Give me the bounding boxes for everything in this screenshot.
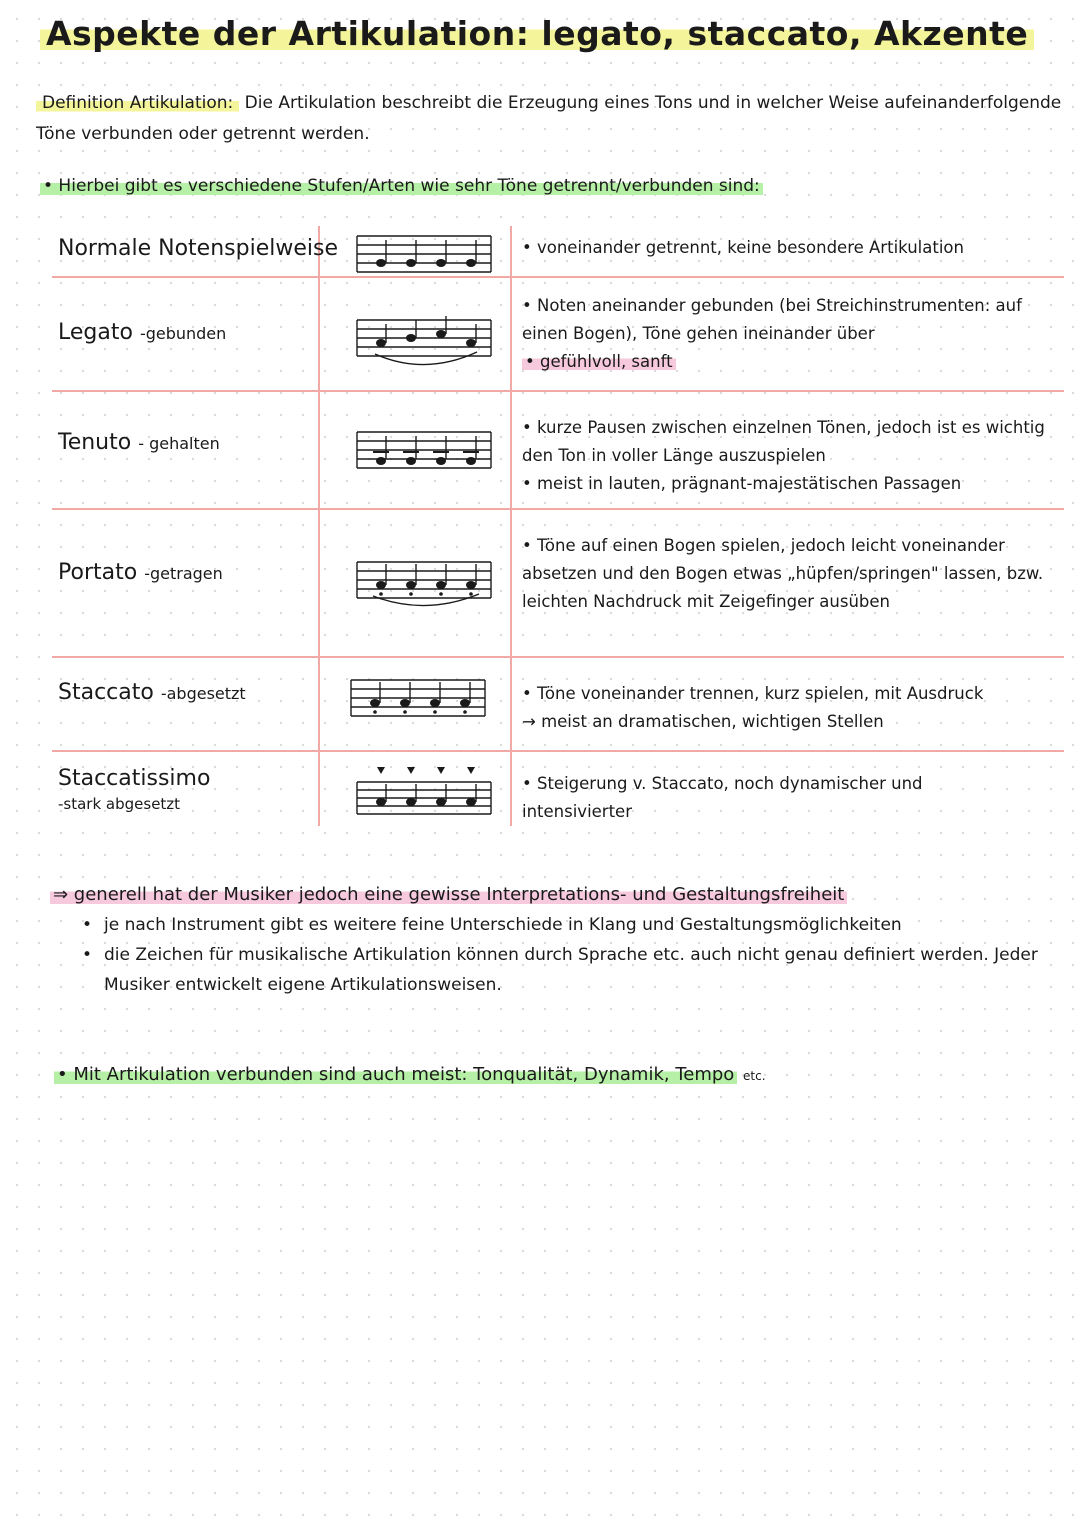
definition-block (36, 88, 1076, 150)
definition-text: Die Artikulation beschreibt die Erzeugung eines Tons und in welcher Weise aufeinanderfolgende Töne verbunden oder getrennt werden. (36, 93, 1062, 144)
notation-legato (345, 310, 495, 370)
row-separator (52, 276, 1064, 278)
footer-line (54, 1064, 766, 1085)
desc-portato (522, 532, 1070, 616)
term-normal (58, 236, 338, 261)
desc-line: • voneinander getrennt, keine besondere Artikulation (522, 238, 964, 257)
desc-line: • Noten aneinander gebunden (bei Streichinstrumenten: auf einen Bogen), Töne gehen ineinander über (522, 296, 1022, 343)
term-sub-label: -gebunden (139, 324, 227, 343)
footer-etc: etc. (743, 1069, 766, 1083)
row-separator (52, 750, 1064, 752)
term-label: Normale Notenspielweise (58, 236, 338, 261)
conclusion-main-text: ⇒ generell hat der Musiker jedoch eine gewisse Interpretations- und Gestaltungsfreiheit (50, 884, 847, 905)
intro-line (40, 176, 763, 196)
desc-normal (522, 234, 1070, 262)
desc-line: • kurze Pausen zwischen einzelnen Tönen, jedoch ist es wichtig den Ton in voller Länge auszuspielen (522, 418, 1045, 465)
list-item: • je nach Instrument gibt es weitere feine Unterschiede in Klang und Gestaltungsmöglichkeiten (104, 910, 1070, 940)
list-item: • die Zeichen für musikalische Artikulation können durch Sprache etc. auch nicht genau definiert werden. Jeder Musiker entwickelt eigene Artikulationsweisen. (104, 940, 1070, 1000)
table-divider-left (318, 226, 320, 826)
notation-portato (345, 552, 495, 612)
term-tenuto (58, 430, 220, 455)
conclusion-block (50, 880, 1070, 1000)
desc-legato (522, 292, 1070, 376)
term-sub-label: -stark abgesetzt (58, 795, 181, 813)
conclusion-list (50, 910, 1070, 1000)
desc-tenuto (522, 414, 1070, 498)
term-legato (58, 320, 226, 345)
desc-staccatissimo (522, 770, 992, 826)
term-label: Tenuto (58, 430, 132, 455)
term-portato (58, 560, 223, 585)
desc-line: • Steigerung v. Staccato, noch dynamischer und intensivierter (522, 774, 923, 821)
notation-staccato (345, 670, 495, 730)
term-label: Legato (58, 320, 133, 345)
desc-line: • Töne voneinander trennen, kurz spielen, mit Ausdruck (522, 684, 984, 703)
page-title-text: Aspekte der Artikulation: legato, staccato, Akzente (40, 14, 1034, 53)
term-sub-label: -abgesetzt (160, 684, 246, 703)
desc-line: → meist an dramatischen, wichtigen Stellen (522, 712, 884, 731)
notation-staccatissimo (345, 762, 495, 822)
row-separator (52, 656, 1064, 658)
row-separator (52, 390, 1064, 392)
table-divider-right (510, 226, 512, 826)
page-title (40, 14, 1034, 53)
term-label: Portato (58, 560, 138, 585)
desc-highlight: • gefühlvoll, sanft (522, 352, 676, 371)
definition-label: Definition Artikulation: (36, 93, 239, 113)
desc-line: • meist in lauten, prägnant-majestätischen Passagen (522, 474, 962, 493)
desc-line: • Töne auf einen Bogen spielen, jedoch leicht voneinander absetzen und den Bogen etwas „hüpfen/springen" lassen, bzw. leichten Nachdruck mit Zeigefinger ausüben (522, 536, 1044, 611)
term-sub-label: - gehalten (138, 434, 220, 453)
term-label: Staccato (58, 680, 154, 705)
row-separator (52, 508, 1064, 510)
term-staccatissimo (58, 766, 210, 813)
term-staccato (58, 680, 246, 705)
term-sub-label: -getragen (144, 564, 223, 583)
footer-text: • Mit Artikulation verbunden sind auch meist: Tonqualität, Dynamik, Tempo (54, 1064, 737, 1085)
conclusion-main (50, 880, 1070, 910)
term-label: Staccatissimo (58, 766, 211, 791)
intro-text: • Hierbei gibt es verschiedene Stufen/Arten wie sehr Töne getrennt/verbunden sind: (40, 176, 763, 196)
desc-staccato (522, 680, 1070, 736)
notation-tenuto (345, 422, 495, 482)
notation-normal (345, 226, 495, 286)
desc-line (522, 348, 1070, 376)
